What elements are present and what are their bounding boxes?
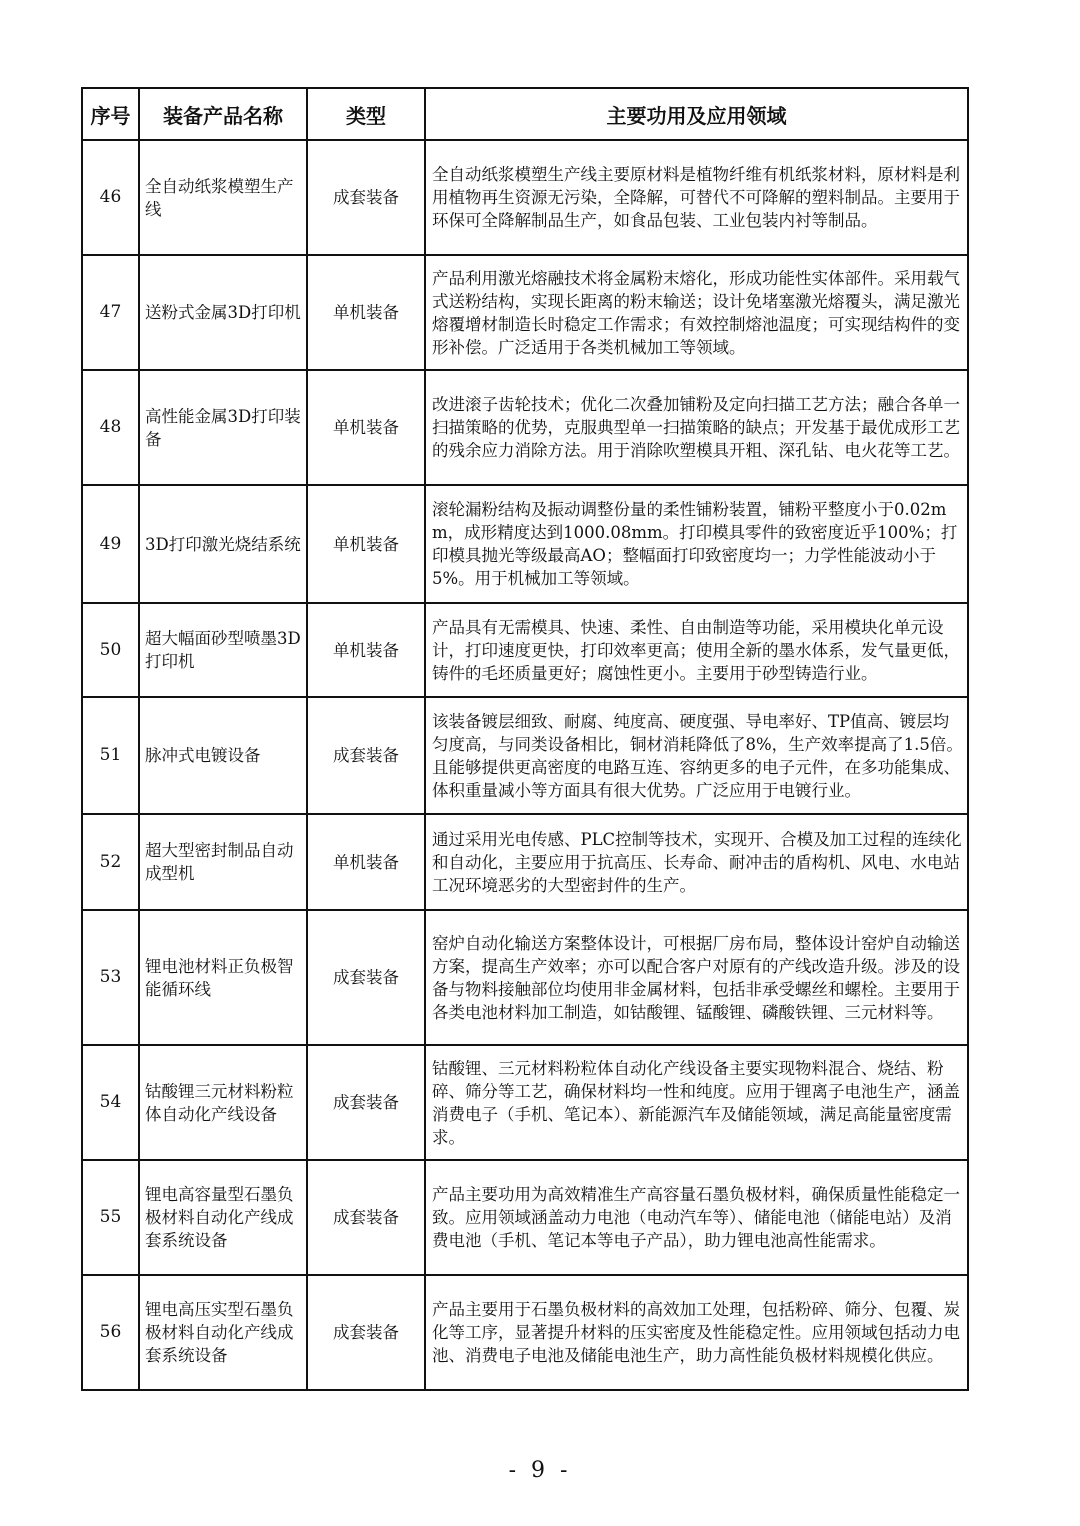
- table-row: [82, 697, 968, 814]
- table-row: [82, 370, 968, 485]
- row-description: 产品具有无需模具、快速、柔性、自由制造等功能，采用模块化单元设计，打印速度更快，打印效率更高；使用全新的墨水体系，发气量更低，铸件的毛坯质量更好；腐蚀性更小。主要用于砂型铸造行业。: [425, 603, 968, 697]
- header-type: 类型: [307, 88, 425, 140]
- row-index: 49: [82, 485, 139, 603]
- row-description: 该装备镀层细致、耐腐、纯度高、硬度强、导电率好、TP值高、镀层均匀度高，与同类设备相比，铜材消耗降低了8%，生产效率提高了1.5倍。且能够提供更高密度的电路互连、容纳更多的电子元件，在多功能集成、体积重量减小等方面具有很大优势。广泛应用于电镀行业。: [425, 697, 968, 814]
- header-index: 序号: [82, 88, 139, 140]
- row-description: 全自动纸浆模塑生产线主要原材料是植物纤维有机纸浆材料，原材料是利用植物再生资源无污染，全降解，可替代不可降解的塑料制品。主要用于环保可全降解制品生产，如食品包装、工业包装内衬等制品。: [425, 140, 968, 255]
- row-name: 锂电池材料正负极智能循环线: [139, 910, 307, 1045]
- table-row: [82, 140, 968, 255]
- equipment-table: [81, 87, 969, 1391]
- row-type: 单机装备: [307, 485, 425, 603]
- row-index: 46: [82, 140, 139, 255]
- row-type: 成套装备: [307, 697, 425, 814]
- row-index: 48: [82, 370, 139, 485]
- header-name: 装备产品名称: [139, 88, 307, 140]
- row-index: 56: [82, 1275, 139, 1390]
- row-index: 47: [82, 255, 139, 370]
- page-number: - 9 -: [508, 1458, 572, 1483]
- table-header-row: [82, 88, 968, 140]
- header-description: 主要功用及应用领域: [425, 88, 968, 140]
- row-index: 55: [82, 1160, 139, 1275]
- row-type: 成套装备: [307, 1275, 425, 1390]
- equipment-table-container: [81, 87, 967, 1391]
- row-name: 锂电高容量型石墨负极材料自动化产线成套系统设备: [139, 1160, 307, 1275]
- table-row: [82, 1275, 968, 1390]
- row-description: 窑炉自动化输送方案整体设计，可根据厂房布局，整体设计窑炉自动输送方案，提高生产效率；亦可以配合客户对原有的产线改造升级。涉及的设备与物料接触部位均使用非金属材料，包括非承受螺丝和螺栓。主要用于各类电池材料加工制造，如钴酸锂、锰酸锂、磷酸铁锂、三元材料等。: [425, 910, 968, 1045]
- row-description: 通过采用光电传感、PLC控制等技术，实现开、合模及加工过程的连续化和自动化，主要应用于抗高压、长寿命、耐冲击的盾构机、风电、水电站工况环境恶劣的大型密封件的生产。: [425, 814, 968, 910]
- table-row: [82, 1160, 968, 1275]
- row-name: 全自动纸浆模塑生产线: [139, 140, 307, 255]
- row-type: 单机装备: [307, 370, 425, 485]
- row-index: 53: [82, 910, 139, 1045]
- table-row: [82, 255, 968, 370]
- row-name: 送粉式金属3D打印机: [139, 255, 307, 370]
- row-index: 54: [82, 1045, 139, 1160]
- table-row: [82, 910, 968, 1045]
- row-name: 高性能金属3D打印装备: [139, 370, 307, 485]
- row-index: 52: [82, 814, 139, 910]
- row-index: 51: [82, 697, 139, 814]
- row-description: 产品主要功用为高效精准生产高容量石墨负极材料，确保质量性能稳定一致。应用领域涵盖动力电池（电动汽车等）、储能电池（储能电站）及消费电池（手机、笔记本等电子产品），助力锂电池高性能需求。: [425, 1160, 968, 1275]
- row-name: 3D打印激光烧结系统: [139, 485, 307, 603]
- table-row: [82, 814, 968, 910]
- row-type: 单机装备: [307, 603, 425, 697]
- row-description: 滚轮漏粉结构及振动调整份量的柔性铺粉装置，铺粉平整度小于0.02mm，成形精度达到1000.08mm。打印模具零件的致密度近乎100%；打印模具抛光等级最高AO；整幅面打印致密度均一；力学性能波动小于5%。用于机械加工等领域。: [425, 485, 968, 603]
- row-name: 锂电高压实型石墨负极材料自动化产线成套系统设备: [139, 1275, 307, 1390]
- row-description: 钴酸锂、三元材料粉粒体自动化产线设备主要实现物料混合、烧结、粉碎、筛分等工艺，确保材料均一性和纯度。应用于锂离子电池生产，涵盖消费电子（手机、笔记本）、新能源汽车及储能领域，满足高能量密度需求。: [425, 1045, 968, 1160]
- row-type: 成套装备: [307, 140, 425, 255]
- row-description: 产品主要用于石墨负极材料的高效加工处理，包括粉碎、筛分、包覆、炭化等工序，显著提升材料的压实密度及性能稳定性。应用领域包括动力电池、消费电子电池及储能电池生产，助力高性能负极材料规模化供应。: [425, 1275, 968, 1390]
- row-name: 钴酸锂三元材料粉粒体自动化产线设备: [139, 1045, 307, 1160]
- row-type: 成套装备: [307, 910, 425, 1045]
- row-name: 脉冲式电镀设备: [139, 697, 307, 814]
- row-name: 超大型密封制品自动成型机: [139, 814, 307, 910]
- row-type: 成套装备: [307, 1045, 425, 1160]
- row-description: 产品利用激光熔融技术将金属粉末熔化，形成功能性实体部件。采用载气式送粉结构，实现长距离的粉末输送；设计免堵塞激光熔覆头，满足激光熔覆增材制造长时稳定工作需求；有效控制熔池温度；可实现结构件的变形补偿。广泛适用于各类机械加工等领域。: [425, 255, 968, 370]
- table-row: [82, 603, 968, 697]
- row-description: 改进滚子齿轮技术；优化二次叠加铺粉及定向扫描工艺方法；融合各单一扫描策略的优势，克服典型单一扫描策略的缺点；开发基于最优成形工艺的残余应力消除方法。用于消除吹塑模具开粗、深孔钻、电火花等工艺。: [425, 370, 968, 485]
- row-index: 50: [82, 603, 139, 697]
- row-type: 单机装备: [307, 814, 425, 910]
- row-name: 超大幅面砂型喷墨3D打印机: [139, 603, 307, 697]
- row-type: 成套装备: [307, 1160, 425, 1275]
- row-type: 单机装备: [307, 255, 425, 370]
- table-row: [82, 485, 968, 603]
- table-row: [82, 1045, 968, 1160]
